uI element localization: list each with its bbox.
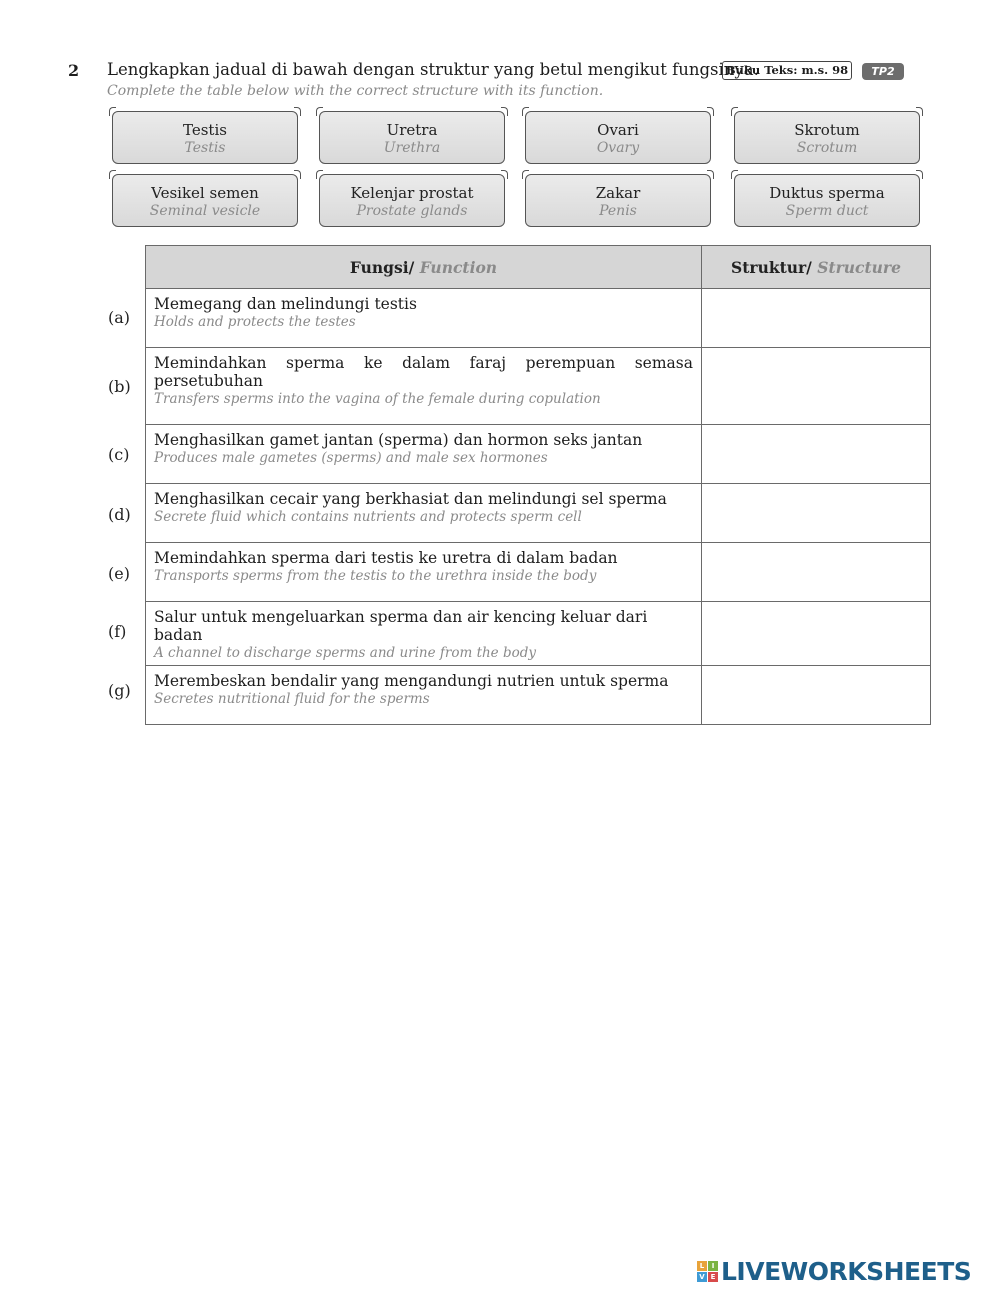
header-function xyxy=(146,246,702,289)
table-header-row xyxy=(146,246,931,289)
word-chip-label: Kelenjar prostat xyxy=(350,184,474,202)
word-chip-label: Skrotum xyxy=(794,121,860,139)
function-translation: Holds and protects the testes xyxy=(154,314,356,330)
structure-answer-cell[interactable] xyxy=(702,666,931,725)
word-chip-translation: Penis xyxy=(599,203,637,219)
logo-letter-l: L xyxy=(697,1261,707,1271)
header-function-translation: Function xyxy=(419,257,498,277)
word-chip-duktus-sperma[interactable] xyxy=(734,174,920,227)
function-text: Salur untuk mengeluarkan sperma dan air kencing keluar dari badan xyxy=(154,608,648,644)
word-chip-kelenjar-prostat[interactable] xyxy=(319,174,505,227)
function-cell xyxy=(146,602,702,666)
word-chip-skrotum[interactable] xyxy=(734,111,920,164)
row-label-b: (b) xyxy=(108,377,131,396)
function-cell xyxy=(146,425,702,484)
function-translation: Secretes nutritional fluid for the sperms xyxy=(154,691,430,707)
table-row xyxy=(146,289,931,348)
textbook-reference-badge: Buku Teks: m.s. 98 xyxy=(722,61,852,80)
word-chip-zakar[interactable] xyxy=(525,174,711,227)
word-chip-label: Uretra xyxy=(386,121,438,139)
word-chip-translation: Ovary xyxy=(596,140,640,156)
row-label-f: (f) xyxy=(108,622,127,641)
row-label-e: (e) xyxy=(108,564,130,583)
level-badge: TP2 xyxy=(862,63,904,80)
function-cell xyxy=(146,543,702,602)
row-label-d: (d) xyxy=(108,505,131,524)
function-text-line1: Memindahkan sperma ke dalam faraj perempuan semasa xyxy=(154,354,693,372)
table-row xyxy=(146,484,931,543)
function-cell xyxy=(146,289,702,348)
function-text-line2: persetubuhan xyxy=(154,372,263,390)
word-chip-testis[interactable] xyxy=(112,111,298,164)
header-function-label: Fungsi/ xyxy=(349,257,415,277)
structure-answer-cell[interactable] xyxy=(702,289,931,348)
row-label-g: (g) xyxy=(108,681,131,700)
function-text: Menghasilkan cecair yang berkhasiat dan melindungi sel sperma xyxy=(154,490,667,508)
function-text: Memindahkan sperma dari testis ke uretra di dalam badan xyxy=(154,549,618,567)
word-chip-label: Testis xyxy=(183,121,227,139)
function-structure-table xyxy=(145,245,931,725)
word-chip-translation: Urethra xyxy=(383,140,441,156)
structure-answer-cell[interactable] xyxy=(702,543,931,602)
header-structure xyxy=(702,246,931,289)
table-row xyxy=(146,666,931,725)
word-chip-translation: Testis xyxy=(184,140,226,156)
word-chip-translation: Prostate glands xyxy=(356,203,468,219)
function-translation: Transports sperms from the testis to the urethra inside the body xyxy=(154,568,597,584)
table-row xyxy=(146,425,931,484)
word-chip-label: Vesikel semen xyxy=(151,184,259,202)
function-text: Merembeskan bendalir yang mengandungi nutrien untuk sperma xyxy=(154,672,669,690)
word-chip-translation: Sperm duct xyxy=(785,203,869,219)
logo-letter-v: V xyxy=(697,1272,707,1282)
structure-answer-cell[interactable] xyxy=(702,484,931,543)
logo-letter-e: E xyxy=(708,1272,718,1282)
structure-answer-cell[interactable] xyxy=(702,602,931,666)
logo-text: LIVEWORKSHEETS xyxy=(721,1256,972,1286)
function-text: Menghasilkan gamet jantan (sperma) dan hormon seks jantan xyxy=(154,431,643,449)
header-structure-label: Struktur/ xyxy=(731,257,812,277)
logo-icon xyxy=(697,1261,718,1282)
table-row xyxy=(146,348,931,425)
structure-answer-cell[interactable] xyxy=(702,425,931,484)
row-label-c: (c) xyxy=(108,445,130,464)
row-label-a: (a) xyxy=(108,308,131,327)
instruction-malay: Lengkapkan jadual di bawah dengan struktur yang betul mengikut fungsinya. xyxy=(107,60,759,79)
word-chip-ovari[interactable] xyxy=(525,111,711,164)
instruction-english: Complete the table below with the correct structure with its function. xyxy=(107,83,604,99)
header-structure-translation: Structure xyxy=(817,257,901,277)
function-cell xyxy=(146,484,702,543)
word-chip-uretra[interactable] xyxy=(319,111,505,164)
function-text: Memegang dan melindungi testis xyxy=(154,295,417,313)
word-chip-label: Duktus sperma xyxy=(769,184,885,202)
function-translation: Transfers sperms into the vagina of the female during copulation xyxy=(154,391,601,407)
word-chip-vesikel-semen[interactable] xyxy=(112,174,298,227)
word-chip-translation: Scrotum xyxy=(796,140,858,156)
question-number: 2 xyxy=(68,61,80,80)
word-chip-label: Zakar xyxy=(595,184,641,202)
function-translation: Produces male gametes (sperms) and male sex hormones xyxy=(154,450,548,466)
function-cell xyxy=(146,348,702,425)
logo-letter-i: I xyxy=(708,1261,718,1271)
function-cell xyxy=(146,666,702,725)
function-translation: Secrete fluid which contains nutrients and protects sperm cell xyxy=(154,509,582,525)
function-translation: A channel to discharge sperms and urine from the body xyxy=(154,645,537,661)
structure-answer-cell[interactable] xyxy=(702,348,931,425)
table-row xyxy=(146,602,931,666)
word-chip-label: Ovari xyxy=(597,121,639,139)
liveworksheets-logo[interactable] xyxy=(697,1256,971,1286)
table-row xyxy=(146,543,931,602)
word-chip-translation: Seminal vesicle xyxy=(149,203,261,219)
